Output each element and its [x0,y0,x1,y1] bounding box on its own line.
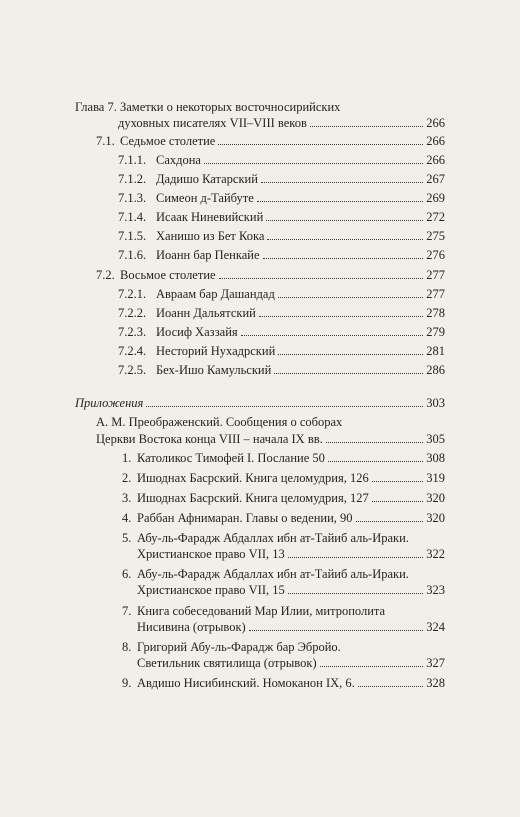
toc-entry-a6: Христианское право VII, 15 323 [137,583,445,597]
chapter-7-entry [118,115,445,131]
leader-dots [310,126,423,127]
toc-entry-a7-line1: 7. Книга собеседований Мар Илии, митрополита [122,604,386,618]
toc-entry-a8-line1: 8. Григорий Абу-ль-Фарадж бар Эбройо. [122,640,341,654]
toc-entry-7-1-5: 7.1.5. Ханишо из Бет Кока 275 [118,229,445,243]
appendices-title: Приложения [75,396,144,410]
toc-entry-7-2: 7.2. Восьмое столетие 277 [96,268,445,282]
toc-entry-7-1-6: 7.1.6. Иоанн бар Пенкайе 276 [118,248,445,262]
preobrazhensky-line1: А. М. Преображенский. Сообщения о соборах [96,415,343,429]
chapter-7-number: Глава 7. [75,100,117,114]
toc-entry-7-1-3: 7.1.3. Симеон д-Тайбуте 269 [118,191,445,205]
toc-entry-a2: 2. Ишоднах Басрский. Книга целомудрия, 126 319 [122,471,445,485]
toc-entry-a4: 4. Раббан Афнимаран. Главы о ведении, 90 320 [122,511,445,525]
toc-entry-a6-line1: 6. Абу-ль-Фарадж Абдаллах ибн ат-Тайиб аль-Ираки. [122,567,409,581]
toc-entry-7-2-1: 7.2.1. Авраам бар Дашандад 277 [118,287,445,301]
toc-entry-7-1-1: 7.1.1. Сахдона 266 [118,153,445,167]
toc-entry-appendices: Приложения 303 [75,396,445,410]
toc-entry-a3: 3. Ишоднах Басрский. Книга целомудрия, 127 320 [122,491,445,505]
toc-entry-a8: Светильник святилища (отрывок) 327 [137,656,445,670]
toc-entry-7-2-3: 7.2.3. Иосиф Хаззайя 279 [118,325,445,339]
toc-entry-7-1-2: 7.1.2. Дадишо Катарский 267 [118,172,445,186]
toc-entry-7-2-4: 7.2.4. Несторий Нухадрский 281 [118,344,445,358]
toc-entry-a5-line1: 5. Абу-ль-Фарадж Абдаллах ибн ат-Тайиб аль-Ираки. [122,531,409,545]
toc-entry-7-2-2: 7.2.2. Иоанн Дальятский 278 [118,306,445,320]
toc-entry-preobrazhensky: Церкви Востока конца VIII – начала IX вв. 305 [96,432,445,446]
toc-entry-a7: Нисивина (отрывок) 324 [137,620,445,634]
toc-entry-7-1: 7.1. Седьмое столетие 266 [96,134,445,148]
toc-entry-a1: 1. Католикос Тимофей I. Послание 50 308 [122,451,445,465]
toc-entry-a5: Христианское право VII, 13 322 [137,547,445,561]
chapter-7-page: 266 [426,116,445,130]
chapter-7-title-line2: духовных писателях VII–VIII веков [118,116,307,130]
chapter-7-title-line1: Заметки о некоторых восточносирийских [119,100,341,114]
toc-entry-7-1-4: 7.1.4. Исаак Ниневийский 272 [118,210,445,224]
toc-entry-a9: 9. Авдишо Нисибинский. Номоканон IX, 6. 328 [122,676,445,690]
chapter-7-heading [75,99,340,115]
toc-entry-7-2-5: 7.2.5. Бех-Ишо Камульский 286 [118,363,445,377]
